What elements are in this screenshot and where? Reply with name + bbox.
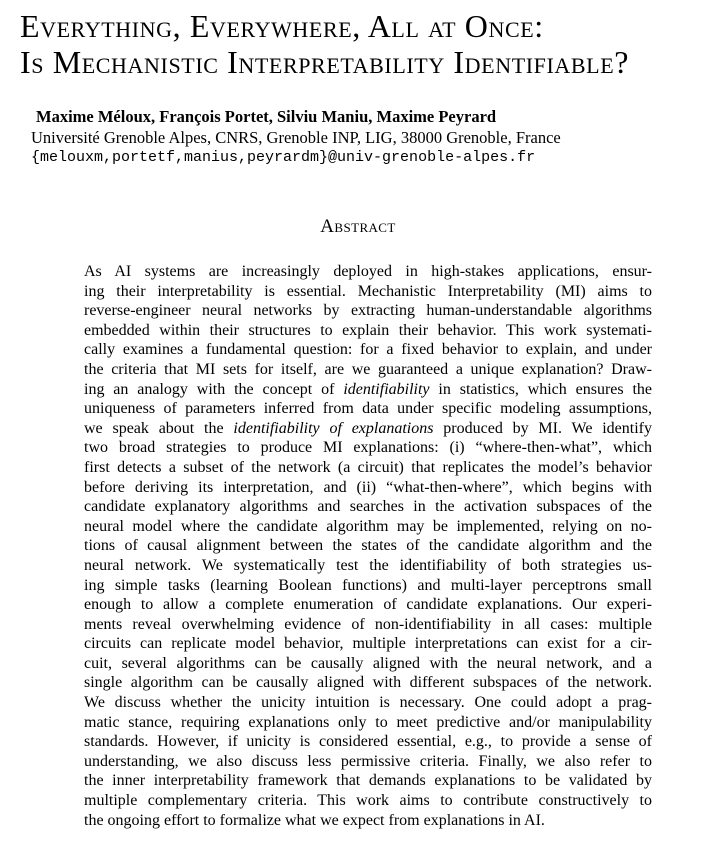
abstract-line: As AI systems are increasingly deployed in high-stakes applications, ensur- — [84, 263, 652, 280]
title-line-1: Everything, Everywhere, All at Once: — [20, 8, 544, 44]
abstract-line: embedded within their structures to explain their behavior. This work systemati- — [84, 321, 652, 339]
title-line-2: Is Mechanistic Interpretability Identifiable? — [20, 44, 630, 80]
abstract-line: uniqueness of parameters inferred from data under specific modeling assumptions, — [84, 400, 652, 418]
author-emails: {melouxm,portetf,manius,peyrardm}@univ-grenoble-alpes.fr — [31, 149, 536, 166]
abstract-line: We discuss whether the unicity intuition is necessary. One could adopt a prag- — [84, 694, 652, 712]
abstract-line: reverse-engineer neural networks by extracting human-understandable algorithms — [84, 302, 652, 320]
abstract-line: candidate explanatory algorithms and searches in the activation subspaces of the — [84, 498, 652, 516]
abstract-line: cuit, several algorithms can be causally aligned with the neural network, and a — [84, 654, 652, 672]
abstract-line: enough to allow a complete enumeration of candidate explanations. Our experi- — [84, 596, 652, 614]
abstract-text: we speak about the — [84, 419, 224, 437]
paper-title — [20, 8, 629, 80]
abstract-line: cally examines a fundamental question: for a fixed behavior to explain, and under — [84, 341, 652, 359]
abstract-line: standards. However, if unicity is considered essential, e.g., to provide a sense of — [84, 733, 652, 751]
abstract-body — [84, 262, 652, 830]
identifiability-of-explanations-term: identifiability of explanations — [233, 419, 434, 437]
abstract-line: ments reveal overwhelming evidence of non-identifiability in all cases: multiple — [84, 615, 652, 633]
abstract-text: in statistics, which ensures the — [438, 380, 653, 398]
abstract-line — [84, 419, 652, 439]
abstract-line: tions of causal alignment between the states of the candidate algorithm and the — [84, 537, 652, 555]
abstract-line — [84, 380, 652, 400]
identifiability-term: identifiability — [343, 380, 430, 398]
abstract-line: the ongoing effort to formalize what we expect from explanations in AI. — [84, 811, 545, 829]
abstract-line: matic stance, requiring explanations only to meet predictive and/or manipulability — [84, 713, 652, 731]
abstract-heading: Abstract — [320, 216, 396, 237]
abstract-line: first detects a subset of the network (a circuit) that replicates the model’s behavior — [84, 458, 652, 476]
abstract-text: ing an analogy with the concept of — [84, 380, 335, 398]
abstract-line: neural model where the candidate algorithm may be implemented, relying on no- — [84, 517, 652, 535]
abstract-line: the inner interpretability framework that demands explanations to be validated by — [84, 772, 652, 790]
abstract-line: understanding, we also discuss less permissive criteria. Finally, we also refer to — [84, 752, 652, 770]
abstract-text: produced by MI. We identify — [443, 419, 653, 437]
abstract-line: two broad strategies to produce MI explanations: (i) “where-then-what”, which — [84, 439, 652, 457]
abstract-line: before deriving its interpretation, and (ii) “what-then-where”, which begins with — [84, 478, 652, 496]
abstract-line: multiple complementary criteria. This work aims to contribute constructively to — [84, 792, 652, 810]
abstract-line: the criteria that MI sets for itself, are we guaranteed a unique explanation? Draw- — [84, 360, 652, 378]
abstract-line: ing simple tasks (learning Boolean functions) and multi-layer perceptrons small — [84, 576, 652, 594]
affiliation: Université Grenoble Alpes, CNRS, Grenoble INP, LIG, 38000 Grenoble, France — [31, 128, 561, 147]
abstract-line: single algorithm can be causally aligned with different subspaces of the network. — [84, 674, 652, 692]
abstract-line: neural network. We systematically test the identifiability of both strategies us- — [84, 556, 652, 574]
abstract-line: ing their interpretability is essential. Mechanistic Interpretability (MI) aims to — [84, 282, 652, 300]
abstract-line: circuits can replicate model behavior, multiple interpretations can exist for a cir- — [84, 635, 652, 653]
author-list: Maxime Méloux, François Portet, Silviu Maniu, Maxime Peyrard — [36, 107, 497, 126]
